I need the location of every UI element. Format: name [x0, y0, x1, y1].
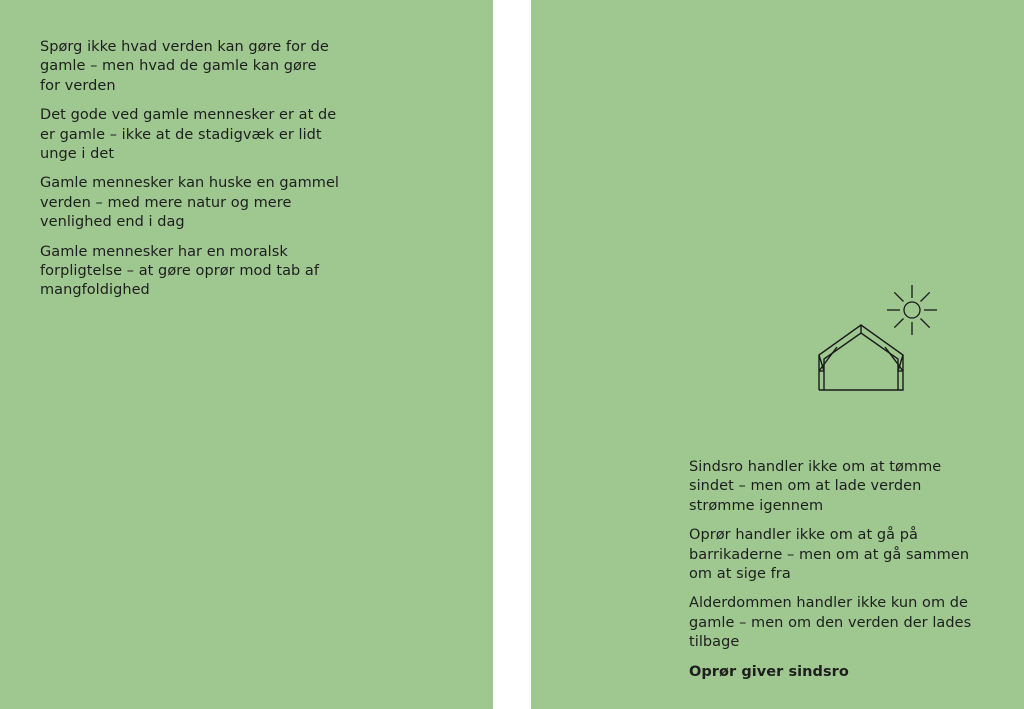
closing-statement: Oprør giver sindsro [689, 663, 849, 680]
left-quotes [40, 38, 340, 311]
right-quotes [689, 458, 989, 692]
quote-text: Spørg ikke hvad verden kan gøre for de gamle – men hvad de gamle kan gøre for verden [40, 39, 329, 94]
house-outline-icon [819, 325, 903, 390]
quote-text: Alderdommen handler ikke kun om de gamle – men om den verden der lades tilbage [689, 595, 972, 651]
sun-icon [887, 285, 937, 335]
quote-text: Oprør handler ikke om at gå på barrikaderne – men om at gå sammen om at sige fra [689, 527, 970, 583]
quote-text: Det gode ved gamle mennesker er at de er gamle – ikke at de stadigvæk er lidt unge i det [40, 107, 337, 163]
left-page [0, 0, 493, 709]
quote-text: Sindsro handler ikke om at tømme sindet – men om at lade verden strømme igennem [689, 459, 942, 514]
quote-text: Gamle mennesker har en moralsk forpligtelse – at gøre oprør mod tab af mangfoldighed [40, 243, 320, 299]
illustration-svg [815, 283, 945, 398]
quote-text: Gamle mennesker kan huske en gammel verden – med mere natur og mere venlighed end i dag [40, 175, 340, 231]
right-page [531, 0, 1024, 709]
house-and-sun-illustration [815, 283, 945, 398]
